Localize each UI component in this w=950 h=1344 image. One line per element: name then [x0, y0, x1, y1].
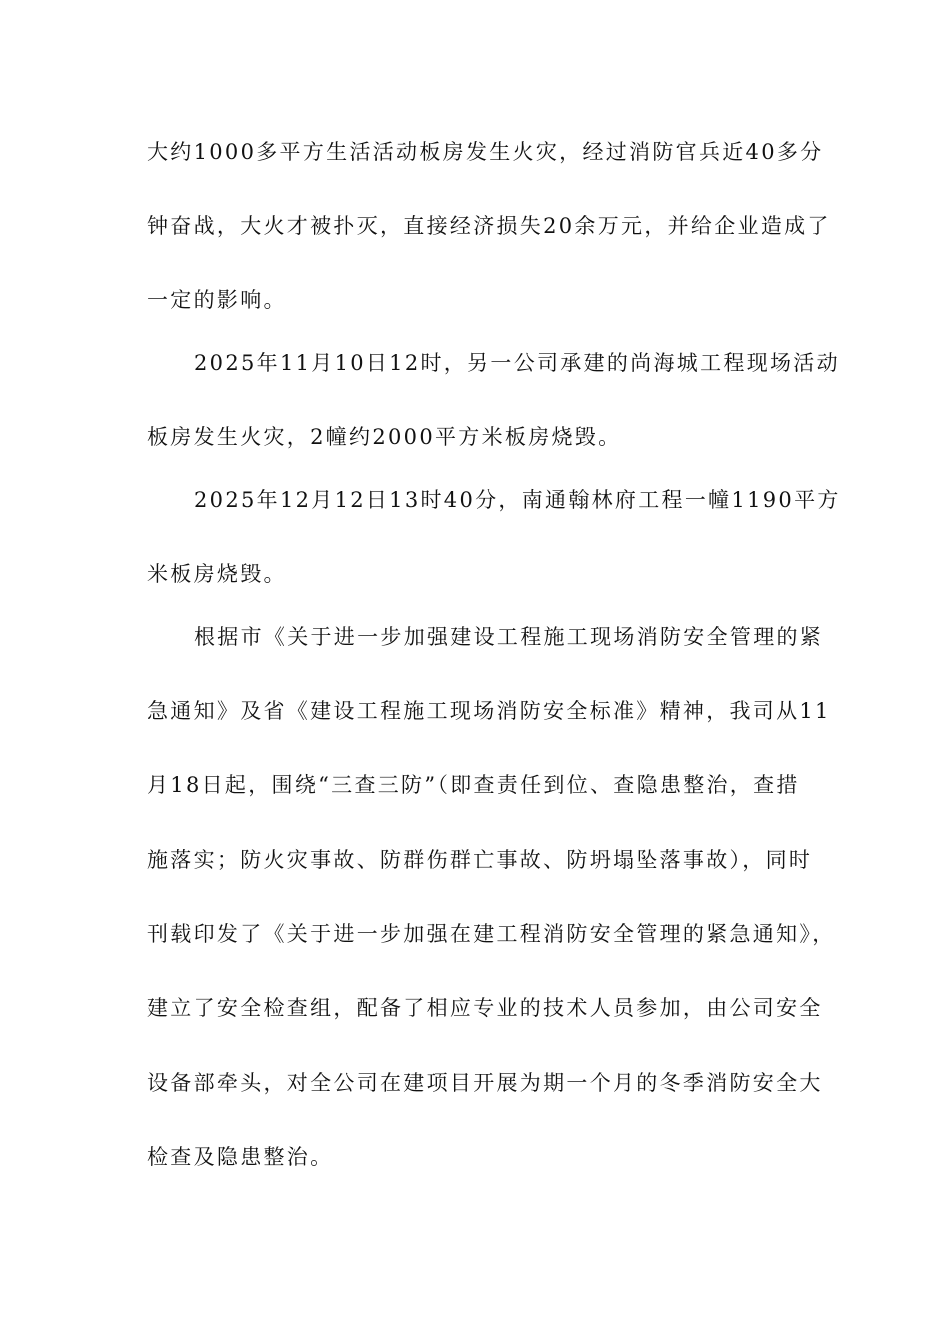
text-line-15: 检查及隐患整治。 — [147, 1145, 334, 1169]
text-line-6: 2025年12月12日13时40分，南通翰林府工程一幢1190平方 — [194, 488, 841, 512]
text-line-1: 大约1000多平方生活活动板房发生火灾，经过消防官兵近40多分 — [147, 140, 824, 164]
text-line-11: 施落实；防火灾事故、防群伤群亡事故、防坍塌坠落事故），同时 — [147, 848, 813, 872]
text-line-2: 钟奋战，大火才被扑灭，直接经济损失20余万元，并给企业造成了 — [147, 214, 831, 238]
text-line-10: 月18日起，围绕“三查三防”（即查责任到位、查隐患整治，查措 — [147, 773, 800, 797]
text-line-4: 2025年11月10日12时，另一公司承建的尚海城工程现场活动 — [194, 351, 840, 375]
text-line-8: 根据市《关于进一步加强建设工程施工现场消防安全管理的紧 — [194, 625, 824, 649]
text-line-12: 刊载印发了《关于进一步加强在建工程消防安全管理的紧急通知》， — [147, 922, 836, 946]
text-line-7: 米板房烧毁。 — [147, 562, 287, 586]
text-line-3: 一定的影响。 — [147, 288, 287, 312]
text-line-14: 设备部牵头，对全公司在建项目开展为期一个月的冬季消防安全大 — [147, 1071, 823, 1095]
text-line-5: 板房发生火灾，2幢约2000平方米板房烧毁。 — [147, 425, 622, 449]
text-line-13: 建立了安全检查组，配备了相应专业的技术人员参加，由公司安全 — [147, 996, 823, 1020]
text-line-9: 急通知》及省《建设工程施工现场消防安全标准》精神，我司从11 — [147, 699, 831, 723]
